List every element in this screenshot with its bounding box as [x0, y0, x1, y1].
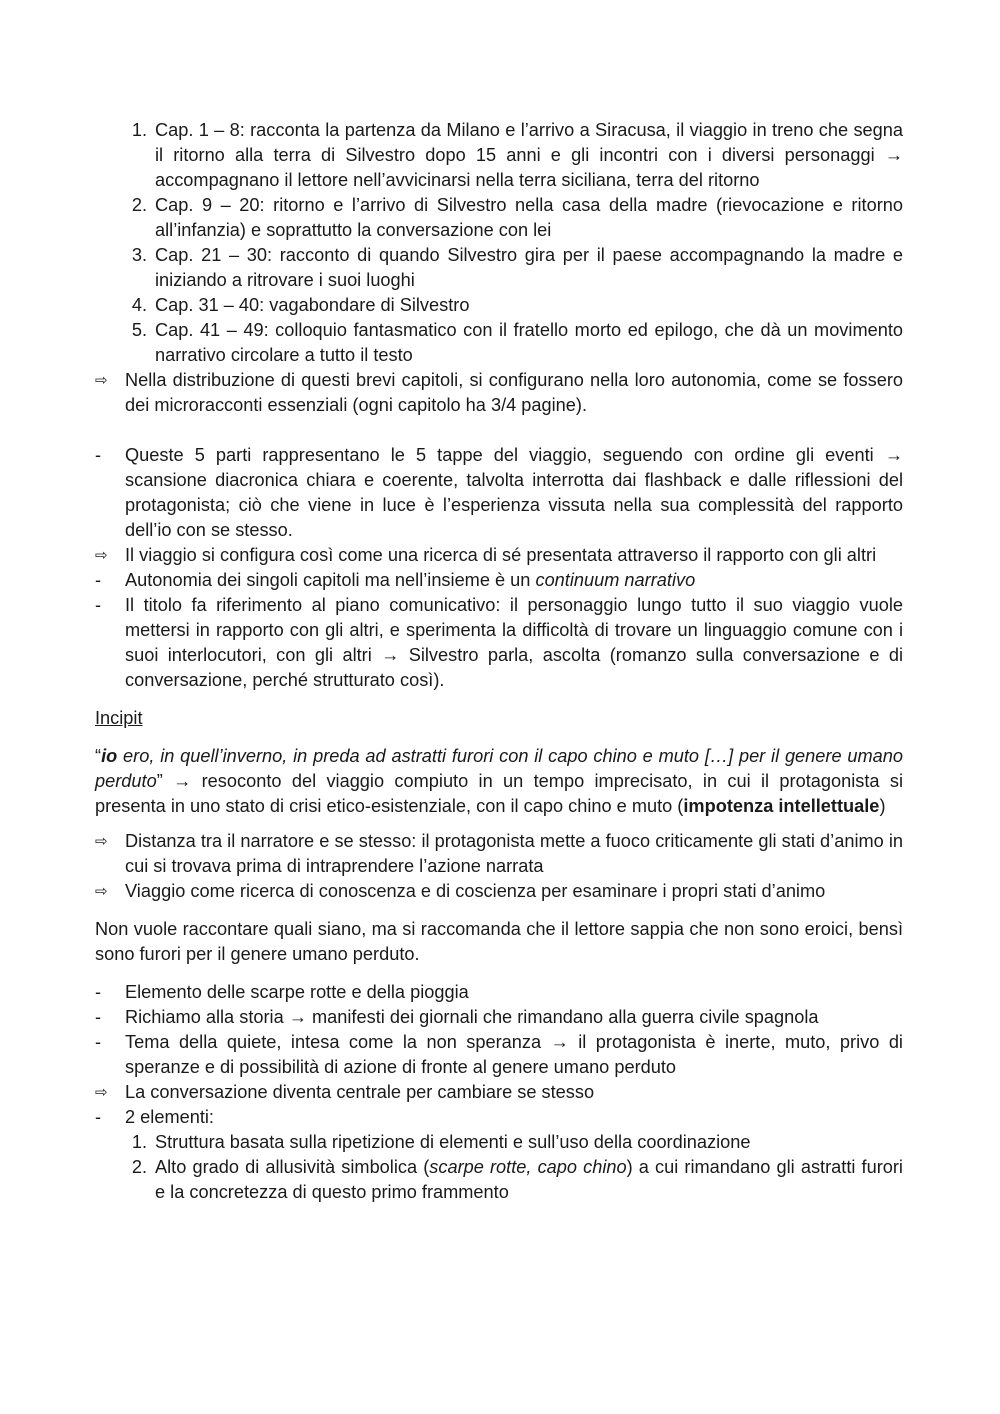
right-arrow-icon: → [288, 1007, 307, 1027]
arrow-bullet-item [95, 1080, 903, 1105]
dash-marker: - [95, 1107, 102, 1127]
section-heading-incipit: Incipit [95, 708, 143, 728]
dash-bullet-item [95, 980, 903, 1005]
list-text: Cap. 21 – 30: racconto di quando Silvestro gira per il paese accompagnando la madre e iniziando a ritrovare i suoi luoghi [155, 245, 903, 290]
list-text: Alto grado di allusività simbolica ( [155, 1157, 430, 1177]
bullet-text: Elemento delle scarpe rotte e della pioggia [125, 982, 469, 1002]
dash-bullet-item [95, 1030, 903, 1080]
paragraph-text: resoconto del viaggio compiuto in un tempo imprecisato, in cui il protagonista si presenta in uno stato di crisi etico-esistenziale, con il capo chino e muto ( [95, 771, 903, 816]
bullet-text: Queste 5 parti rappresentano le 5 tappe del viaggio, seguendo con ordine gli eventi [125, 445, 874, 465]
hollow-arrow-icon: ⇨ [95, 1084, 108, 1101]
arrow-bullet-item [95, 368, 903, 418]
bullet-text: Tema della quiete, intesa come la non speranza [125, 1032, 542, 1052]
bullet-text: Autonomia dei singoli capitoli ma nell’insieme è un [125, 570, 536, 590]
close-quote: ” [156, 771, 163, 791]
paragraph: Non vuole raccontare quali siano, ma si raccomanda che il lettore sappia che non sono eroici, bensì sono furori per il genere umano perduto. [95, 919, 903, 964]
dash-marker: - [95, 570, 102, 590]
right-arrow-icon: → [884, 145, 903, 165]
close-paren: ) [879, 796, 886, 816]
bullet-text: 2 elementi: [125, 1107, 214, 1127]
list-item [95, 318, 903, 368]
list-number: 3. [131, 245, 147, 265]
bullet-text: Viaggio come ricerca di conoscenza e di coscienza per esaminare i propri stati d’animo [125, 881, 826, 901]
dash-bullet-item [95, 568, 903, 593]
dash-bullet-item [95, 593, 903, 693]
list-item [95, 1130, 903, 1155]
bullet-text: Distanza tra il narratore e se stesso: il protagonista mette a fuoco criticamente gli stati d’animo in cui si trovava prima di intraprendere l’azione narrata [125, 831, 903, 876]
open-quote: “ [95, 746, 102, 766]
list-text: Cap. 41 – 49: colloquio fantasmatico con il fratello morto ed epilogo, che dà un movimento narrativo circolare a tutto il testo [155, 320, 903, 365]
list-text: Struttura basata sulla ripetizione di elementi e sull’uso della coordinazione [155, 1132, 751, 1152]
hollow-arrow-icon: ⇨ [95, 883, 108, 900]
list-number: 2. [131, 1157, 147, 1177]
dash-marker: - [95, 982, 102, 1002]
hollow-arrow-icon: ⇨ [95, 372, 108, 389]
bold-phrase: impotenza intellettuale [683, 796, 880, 816]
list-text: Cap. 1 – 8: racconta la partenza da Milano e l’arrivo a Siracusa, il viaggio in treno che segna il ritorno alla terra di Silvestro dopo 15 anni e gli incontri con i diversi personaggi [155, 120, 903, 165]
bullet-text: Richiamo alla storia [125, 1007, 284, 1027]
list-number: 2. [131, 195, 147, 215]
incipit-paragraph [95, 744, 903, 819]
arrow-bullet-item [95, 829, 903, 879]
right-arrow-icon: → [550, 1032, 569, 1052]
bullet-text-continued: manifesti dei giornali che rimandano alla guerra civile spagnola [306, 1007, 819, 1027]
list-number: 5. [131, 320, 147, 340]
quote-bold-word: io [101, 746, 118, 766]
list-item [95, 1155, 903, 1205]
list-number: 1. [131, 1132, 147, 1152]
list-number: 1. [131, 120, 147, 140]
bullet-text-continued: Silvestro parla, ascolta (romanzo sulla conversazione e di conversazione, perché strutturato così). [125, 645, 903, 690]
list-text-continued: ) a cui rimandano gli astratti furori e la concretezza di questo primo frammento [155, 1157, 903, 1202]
italic-term: continuum narrativo [535, 570, 696, 590]
dash-marker: - [95, 1007, 102, 1027]
bullet-text: Nella distribuzione di questi brevi capitoli, si configurano nella loro autonomia, come se fossero dei microracconti essenziali (ogni capitolo ha 3/4 pagine). [125, 370, 903, 415]
right-arrow-icon: → [173, 771, 192, 791]
page-content [95, 118, 903, 1205]
bullet-text-continued: il protagonista è inerte, muto, privo di speranze e di possibilità di azione di fronte al genere umano perduto [125, 1032, 903, 1077]
list-number: 4. [131, 295, 147, 315]
list-item [95, 118, 903, 193]
dash-marker: - [95, 595, 102, 615]
arrow-bullet-item [95, 543, 903, 568]
italic-term: scarpe rotte, capo chino [429, 1157, 627, 1177]
dash-bullet-item [95, 1105, 903, 1130]
list-text-continued: accompagnano il lettore nell’avvicinarsi nella terra siciliana, terra del ritorno [155, 170, 760, 190]
bullet-text: Il viaggio si configura così come una ricerca di sé presentata attraverso il rapporto con gli altri [125, 545, 877, 565]
bullet-text-continued: scansione diacronica chiara e coerente, talvolta interrotta dai flashback e dalle riflessioni del protagonista; ciò che viene in luce è l’esperienza vissuta nella sua complessità del rapporto dell’io con se stesso. [125, 470, 903, 540]
list-text: Cap. 9 – 20: ritorno e l’arrivo di Silvestro nella casa della madre (rievocazione e ritorno all’infanzia) e soprattutto la conversazione con lei [155, 195, 903, 240]
list-item [95, 193, 903, 243]
dash-bullet-item [95, 1005, 903, 1030]
dash-marker: - [95, 1032, 102, 1052]
list-item [95, 293, 903, 318]
right-arrow-icon: → [884, 445, 904, 465]
dash-bullet-item [95, 443, 903, 543]
hollow-arrow-icon: ⇨ [95, 547, 108, 564]
right-arrow-icon: → [381, 645, 400, 665]
list-item [95, 243, 903, 293]
bullet-text: Il titolo fa riferimento al piano comunicativo: il personaggio lungo tutto il suo viaggio vuole mettersi in rapporto con gli altri, e sperimenta la difficoltà di trovare un linguaggio comune con i suoi interlocutori, con gli altri [125, 595, 903, 665]
quote-text: ero, in quell’inverno, in preda ad astratti furori con il capo chino e muto […] per il genere umano perduto [95, 746, 903, 791]
hollow-arrow-icon: ⇨ [95, 833, 108, 850]
arrow-bullet-item [95, 879, 903, 904]
dash-marker: - [95, 445, 102, 465]
list-text: Cap. 31 – 40: vagabondare di Silvestro [155, 295, 470, 315]
bullet-text: La conversazione diventa centrale per cambiare se stesso [125, 1082, 595, 1102]
